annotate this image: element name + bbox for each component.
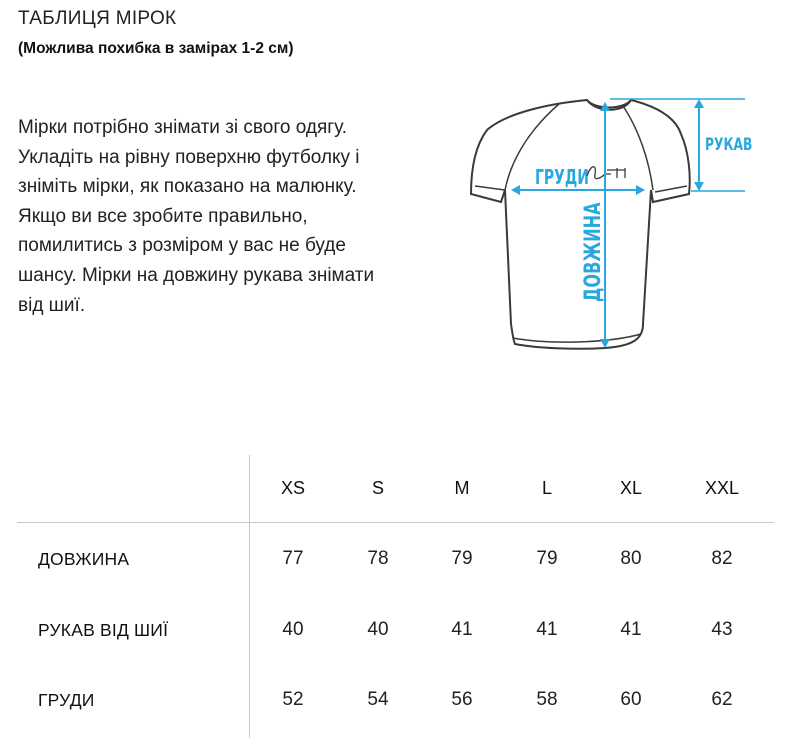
table-cell: 52 (282, 689, 304, 710)
row-label-chest: ГРУДИ (38, 690, 95, 710)
length-arrow-head-bottom (600, 339, 610, 348)
table-cell: 40 (367, 619, 389, 640)
table-cell: 78 (367, 548, 389, 569)
table-cell: 79 (451, 548, 473, 569)
table-cell: 41 (620, 619, 642, 640)
row-label-sleeve: РУКАВ ВІД ШИЇ (38, 620, 169, 640)
table-cell: 41 (536, 619, 558, 640)
chest-arrow-head-left (511, 185, 520, 195)
table-cell: 54 (367, 689, 389, 710)
table-cell: 77 (282, 548, 304, 569)
size-header-s: S (371, 478, 384, 498)
tshirt-measurement-diagram (455, 90, 765, 360)
left-sleeve-hem (475, 186, 505, 190)
page-title: ТАБЛИЦЯ МІРОК (18, 8, 177, 29)
table-cell: 56 (451, 689, 473, 710)
measurement-instructions: Мірки потрібно знімати зі свого одягу. Укладіть на рівну поверхню футболку і зніміть мірки, як показано на малюнку. Якщо ви все зробите правильно, помилитись з розміром у вас не буде шансу. Мірки на довжину рукава знімати від шиї. (18, 117, 375, 316)
table-header-divider (17, 522, 774, 523)
table-cell: 80 (620, 548, 642, 569)
size-header-xs: XS (280, 478, 305, 498)
sleeve-arrow-head-bottom (694, 182, 704, 191)
table-column-divider (249, 455, 250, 738)
chest-label: ГРУДИ (535, 166, 589, 190)
row-label-length: ДОВЖИНА (38, 549, 130, 569)
table-cell: 60 (620, 689, 642, 710)
tshirt-hem (513, 334, 641, 342)
sleeve-arrow-head-top (694, 99, 704, 108)
table-cell: 41 (451, 619, 473, 640)
size-header-xxl: XXL (704, 478, 740, 498)
table-cell: 82 (711, 548, 733, 569)
table-cell: 79 (536, 548, 558, 569)
size-header-l: L (541, 478, 552, 498)
size-header-m: M (454, 478, 470, 498)
sleeve-label: РУКАВ (705, 133, 753, 155)
size-header-xl: XL (619, 478, 643, 498)
chest-arrow-head-right (636, 185, 645, 195)
length-label: ДОВЖИНА (579, 202, 606, 302)
right-sleeve-hem (655, 186, 687, 192)
table-cell: 40 (282, 619, 304, 640)
table-cell: 58 (536, 689, 558, 710)
page-subtitle: (Можлива похибка в замірах 1-2 см) (18, 40, 294, 57)
right-raglan-seam (623, 106, 653, 190)
table-cell: 62 (711, 689, 733, 710)
table-cell: 43 (711, 619, 733, 640)
